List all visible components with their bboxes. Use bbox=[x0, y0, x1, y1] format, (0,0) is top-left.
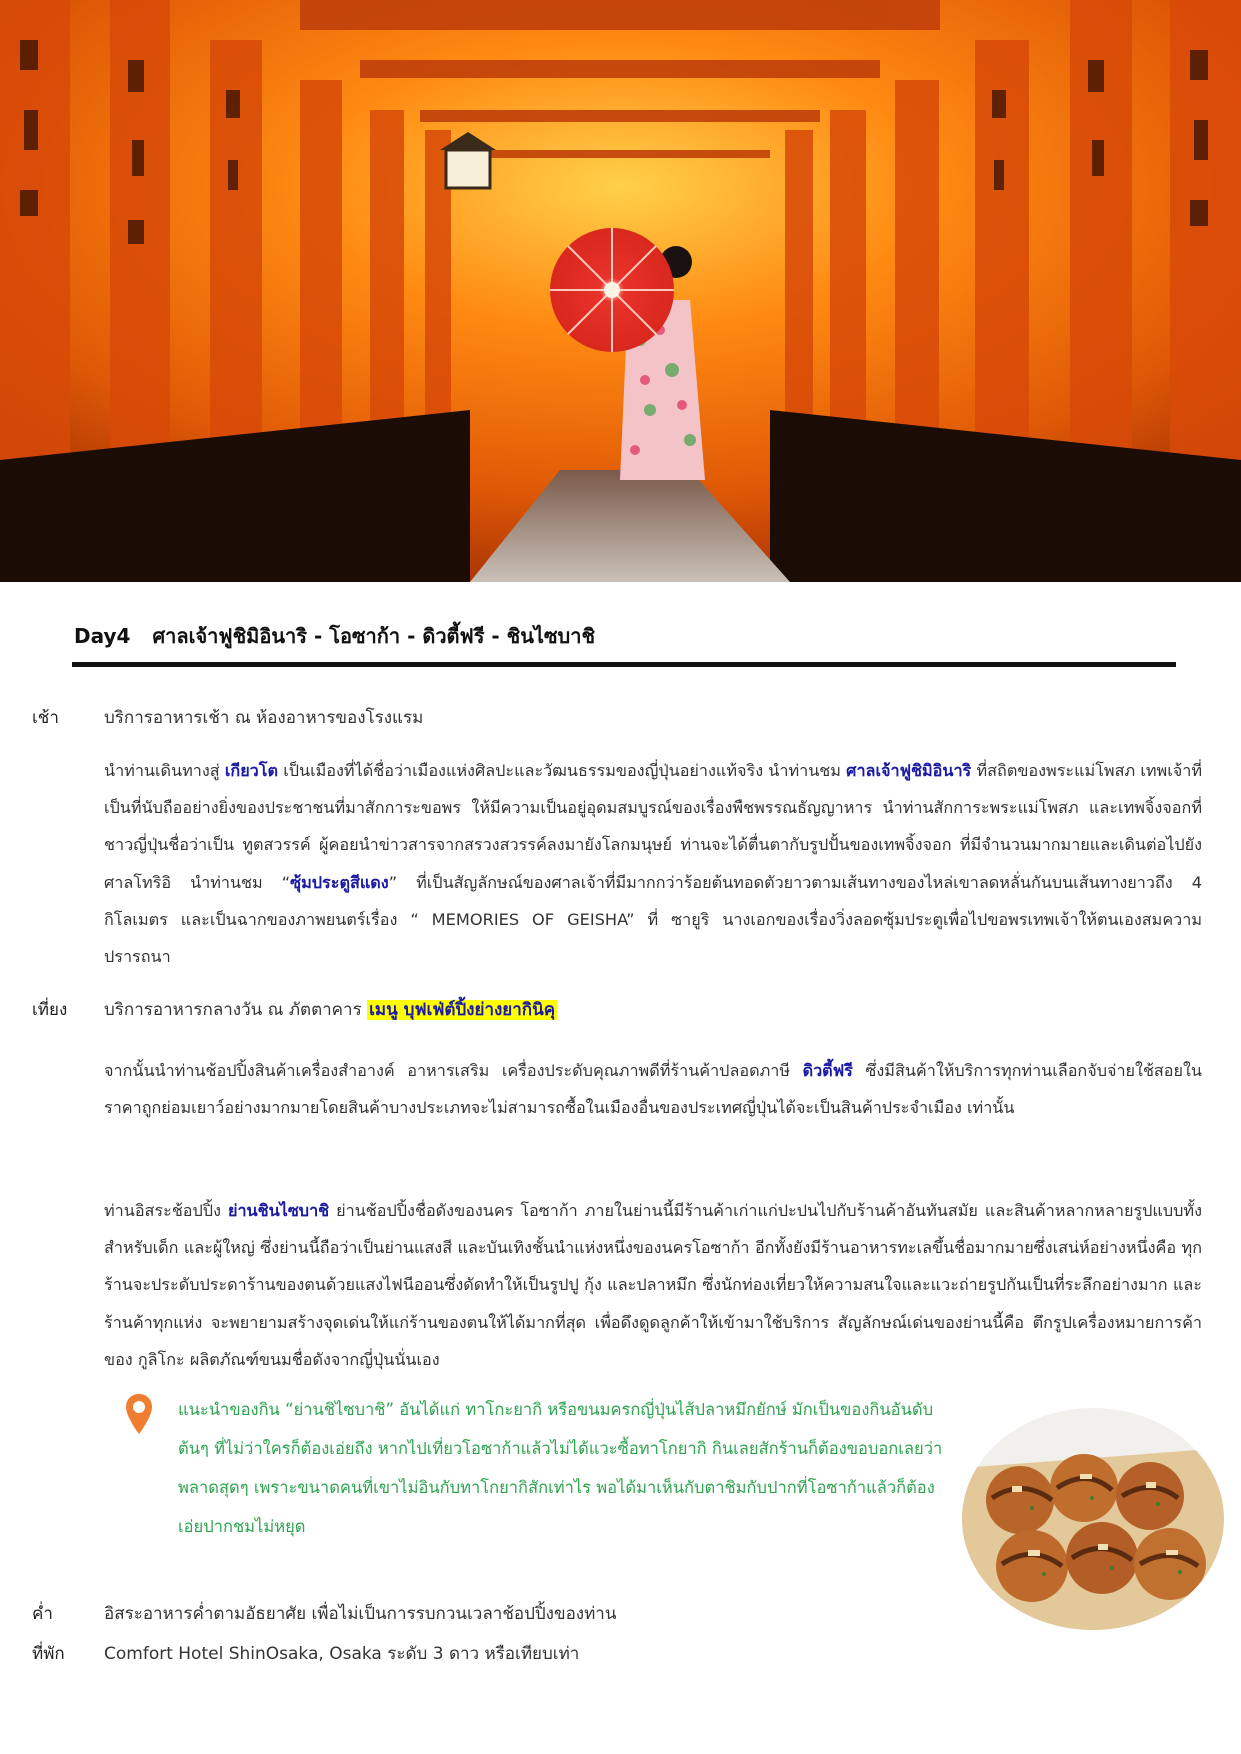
day-title: ศาลเจ้าฟูชิมิอินาริ - โอซาก้า - ดิวตี้ฟรี - ชินไซบาชิ bbox=[152, 624, 596, 648]
dinner-text: อิสระอาหารค่ำตามอัธยาศัย เพื่อไม่เป็นการรบกวนเวลาช้อปปิ้งของท่าน bbox=[104, 1604, 617, 1624]
shinsaibashi-highlight: ย่านชินไซบาชิ bbox=[227, 1201, 330, 1220]
header-divider bbox=[72, 662, 1176, 667]
day-header bbox=[74, 620, 1174, 660]
duty-free-highlight: ดิวตี้ฟรี bbox=[802, 1061, 853, 1080]
para1-text-1: นำท่านเดินทางสู่ bbox=[104, 761, 225, 780]
lunch-text-main: บริการอาหารกลางวัน ณ ภัตตาคาร bbox=[104, 1000, 368, 1020]
takoyaki-image bbox=[962, 1408, 1224, 1630]
day-label: Day4 bbox=[74, 624, 131, 648]
hotel-slot: ที่พัก bbox=[32, 1644, 65, 1664]
food-tip-text: แนะนำของกิน “ย่านชิไซบาชิ” อันได้แก่ ทาโกะยากิ หรือขนมครกญี่ปุ่นไส้ปลาหมึกยักษ์ มักเป็นของกินอันดับต้นๆ ที่ไม่ว่าใครก็ต้องเอ่ยถึง หากไปเที่ยวโอซาก้าแล้วไม่ได้แวะซื้อทาโกยากิ กินเลยสักร้านก็ต้องขอบอกเลยว่าพลาดสุดๆ เพราะขนาดคนที่เขาไม่อินกับทาโกยากิสักเท่าไร พอได้มาเห็นกับตาชิมกับปากที่โอซาก้าแล้วก็ต้องเอ่ยปากชมไม่หยุด bbox=[178, 1400, 943, 1536]
lunch-text bbox=[104, 996, 557, 1023]
lunch-row bbox=[32, 996, 1212, 1023]
lunch-slot: เที่ยง bbox=[32, 1000, 68, 1020]
para3-text-2: ย่านช้อปปิ้งชื่อดังของนคร โอซาก้า ภายในย่านนี้มีร้านค้าเก่าแก่ปะปนไปกับร้านค้าอันทันสมัย และสินค้าหลากหลายรูปแบบทั้งสำหรับเด็ก และผู้ใหญ่ ซึ่งย่านนี้ถือว่าเป็นย่านแสงสี และบันเทิงชั้นนำแห่งหนึ่งของนครโอซาก้า อีกทั้งยังมีร้านอาหารทะเลขึ้นชื่อมากมายซึ่งเสน่ห์อย่างหนึ่งคือ ทุกร้านจะประดับประดาร้านของตนด้วยแสงไฟนีออนซึ่งดัดทำให้เป็นรูปปู กุ้ง และปลาหมึก ซึ่งนักท่องเที่ยวให้ความสนใจและแวะถ่ายรูปกันเป็นที่ระลึกอย่างมาก และร้านค้าทุกแห่ง จะพยายามสร้างจุดเด่นให้แก่ร้านของตนให้ได้มากที่สุด เพื่อดึงดูดลูกค้าให้เข้ามาใช้บริการ สัญลักษณ์เด่นของย่านนี้คือ ตึกรูปเครื่องหมายการค้าของ กูลิโกะ ผลิตภัณฑ์ขนมชื่อดังจากญี่ปุ่นนั่นเอง bbox=[104, 1201, 1202, 1369]
hero-image bbox=[0, 0, 1241, 582]
para1-text-3: ที่สถิตของพระแม่โพสภ เทพเจ้าที่เป็นที่นับถืออย่างยิ่งของประชาชนที่มาสักการะขอพร ให้มีความเป็นอยู่อุดมสมบูรณ์ของเรื่องพืชพรรณธัญญาหาร นำท่านสักการะพระแม่โพสภ และเทพจิ้งจอกที่ชาวญี่ปุ่นชื่อว่าเป็น ทูตสวรรค์ ผู้คอยนำข่าวสารจากสรวงสวรรค์ลงมายังโลกมนุษย์ ท่านจะได้ตื่นตากับรูปปั้นของเทพจิ้งจอก ที่มีจำนวนมากมายและเดินต่อไปยัง ศาลโทริอิ นำท่านชม “ bbox=[104, 761, 1202, 892]
hotel-text: Comfort Hotel ShinOsaka, Osaka ระดับ 3 ดาว หรือเทียบเท่า bbox=[104, 1644, 580, 1664]
dinner-row bbox=[32, 1600, 1212, 1627]
dinner-slot: ค่ำ bbox=[32, 1604, 53, 1624]
kyoto-highlight: เกียวโต bbox=[224, 761, 278, 780]
para2-text-2: ซึ่งมีสินค้าให้บริการทุกท่านเลือกจับจ่ายใช้สอยในราคาถูกย่อมเยาว์อย่างมากมายโดยสินค้าบางประเภทจะไม่สามารถซื้อในเมืองอื่นของประเทศญี่ปุ่นได้จะเป็นสินค้าประจำเมือง เท่านั้น bbox=[104, 1061, 1202, 1118]
shinsaibashi-paragraph bbox=[104, 1192, 1202, 1378]
lunch-menu-highlight: เมนู บุฟเฟ่ต์ปิ้งย่างยากินิคุ bbox=[369, 1000, 556, 1020]
fushimi-inari-highlight: ศาลเจ้าฟูชิมิอินาริ bbox=[846, 761, 972, 780]
duty-free-paragraph bbox=[104, 1052, 1202, 1126]
breakfast-text: บริการอาหารเช้า ณ ห้องอาหารของโรงแรม bbox=[104, 708, 424, 728]
hotel-row bbox=[32, 1640, 1212, 1667]
breakfast-slot: เช้า bbox=[32, 708, 59, 728]
para1-text-2: เป็นเมืองที่ได้ชื่อว่าเมืองแห่งศิลปะและวัฒนธรรมของญี่ปุ่นอย่างแท้จริง นำท่านชม bbox=[277, 761, 847, 780]
para3-text-1: ท่านอิสระช้อปปิ้ง bbox=[104, 1201, 228, 1220]
breakfast-row bbox=[32, 704, 1212, 731]
red-gates-highlight: ซุ้มประตูสีแดง bbox=[290, 872, 389, 892]
para1-text-4: ” ที่เป็นสัญลักษณ์ของศาลเจ้าที่มีมากกว่าร้อยต้นทอดตัวยาวตามเส้นทางของไหล่เขาลดหลั่นกันบนเส้นทางยาวถึง 4 กิโลเมตร และเป็นฉากของภาพยนตร์เรื่อง “ MEMORIES OF GEISHA” ที่ ซายูริ นางเอกของเรื่องวิ่งลอดซุ้มประตูเพื่อไปขอพรเทพเจ้าให้ตนเองสมความปรารถนา bbox=[104, 872, 1202, 967]
fushimi-inari-paragraph bbox=[104, 752, 1202, 975]
para2-text-1: จากนั้นนำท่านช้อปปิ้งสินค้าเครื่องสำอางค์ อาหารเสริม เครื่องประดับคุณภาพดีที่ร้านค้าปลอดภาษี bbox=[104, 1061, 803, 1080]
food-tip bbox=[104, 1390, 944, 1546]
